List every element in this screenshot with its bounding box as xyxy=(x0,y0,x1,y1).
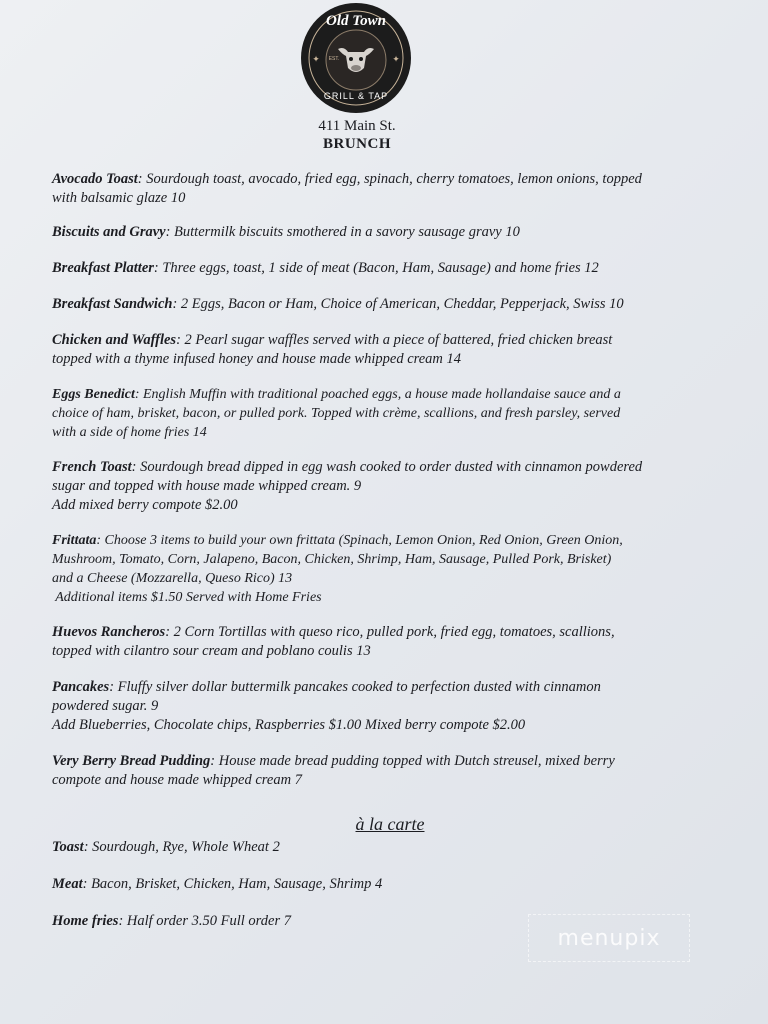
menu-item-toast xyxy=(52,838,712,857)
item-description: with balsamic glaze 10 xyxy=(52,190,186,206)
menu-item-meat xyxy=(52,875,712,894)
menu-item-avocado-toast xyxy=(52,170,712,208)
restaurant-address: 411 Main St. xyxy=(318,118,396,134)
item-name: Eggs Benedict xyxy=(52,387,135,402)
item-description: topped with a thyme infused honey and house made whipped cream 14 xyxy=(52,351,462,367)
item-description: : Choose 3 items to build your own frittata (Spinach, Lemon Onion, Red Onion, Green Onion, xyxy=(96,533,623,548)
svg-text:✦: ✦ xyxy=(312,55,320,65)
item-name: Toast xyxy=(52,839,84,855)
item-description: Additional items $1.50 Served with Home Fries xyxy=(52,590,322,605)
item-name: Pancakes xyxy=(52,679,110,695)
menu-item-chicken-and-waffles xyxy=(52,331,712,369)
item-description: : 2 Pearl sugar waffles served with a piece of battered, fried chicken breast xyxy=(176,332,613,348)
item-description: : English Muffin with traditional poached eggs, a house made hollandaise sauce and a xyxy=(134,387,621,402)
logo-top-text: Old Town xyxy=(326,13,386,29)
menu-item-huevos-rancheros xyxy=(52,623,712,661)
logo-small-text: EST. xyxy=(328,56,340,62)
section-title-a-la-carte: à la carte xyxy=(355,814,425,834)
svg-text:✦: ✦ xyxy=(392,55,400,65)
item-name: Avocado Toast xyxy=(52,171,138,187)
item-description: : Fluffy silver dollar buttermilk pancakes cooked to perfection dusted with cinnamon xyxy=(109,679,601,695)
item-name: Breakfast Sandwich xyxy=(52,296,173,312)
item-description: choice of ham, brisket, bacon, or pulled pork. Topped with crème, scallions, and fresh parsley, served xyxy=(52,406,621,421)
menu-item-breakfast-platter xyxy=(52,259,712,278)
restaurant-logo xyxy=(298,2,414,114)
item-description: : Sourdough toast, avocado, fried egg, spinach, cherry tomatoes, lemon onions, topped xyxy=(137,171,642,187)
item-description: and a Cheese (Mozzarella, Queso Rico) 13 xyxy=(52,571,293,586)
item-name: Frittata xyxy=(52,533,97,548)
item-description: with a side of home fries 14 xyxy=(52,425,207,440)
item-description: : Half order 3.50 Full order 7 xyxy=(118,913,291,929)
item-description: : Three eggs, toast, 1 side of meat (Bacon, Ham, Sausage) and home fries 12 xyxy=(153,260,599,276)
item-description: Add mixed berry compote $2.00 xyxy=(52,497,238,513)
item-description: : 2 Corn Tortillas with queso rico, pulled pork, fried egg, tomatoes, scallions, xyxy=(165,624,615,640)
item-description: powdered sugar. 9 xyxy=(52,698,159,714)
item-name: Biscuits and Gravy xyxy=(52,224,166,240)
item-description: : Sourdough, Rye, Whole Wheat 2 xyxy=(83,839,280,855)
item-description: topped with cilantro sour cream and poblano coulis 13 xyxy=(52,643,371,659)
menu-item-breakfast-sandwich xyxy=(52,295,712,314)
item-name: French Toast xyxy=(52,459,132,475)
menupix-watermark: menupix xyxy=(528,914,690,962)
item-name: Home fries xyxy=(52,913,119,929)
item-description: : Buttermilk biscuits smothered in a savory sausage gravy 10 xyxy=(165,224,520,240)
item-description: sugar and topped with house made whipped cream. 9 xyxy=(52,478,362,494)
item-description: : House made bread pudding topped with Dutch streusel, mixed berry xyxy=(210,753,615,769)
item-description: : Sourdough bread dipped in egg wash cooked to order dusted with cinnamon powdered xyxy=(131,459,643,475)
item-name: Very Berry Bread Pudding xyxy=(52,753,211,769)
item-description: Add Blueberries, Chocolate chips, Raspberries $1.00 Mixed berry compote $2.00 xyxy=(52,717,526,733)
item-name: Chicken and Waffles xyxy=(52,332,177,348)
menu-item-pancakes xyxy=(52,678,712,735)
menu-item-frittata xyxy=(52,531,722,607)
menu-item-eggs-benedict xyxy=(52,385,712,442)
item-name: Huevos Rancheros xyxy=(52,624,166,640)
menu-item-biscuits-and-gravy xyxy=(52,223,712,242)
logo-bottom-text: GRILL & TAP xyxy=(323,91,389,101)
item-name: Meat xyxy=(52,876,83,892)
section-title-brunch: BRUNCH xyxy=(322,136,391,152)
item-name: Breakfast Platter xyxy=(52,260,154,276)
menu-item-french-toast xyxy=(52,458,712,515)
menu-item-very-berry-bread-pudding xyxy=(52,752,712,790)
item-description: Mushroom, Tomato, Corn, Jalapeno, Bacon, Chicken, Shrimp, Ham, Sausage, Pulled Pork, Brisket) xyxy=(52,552,612,567)
item-description: : Bacon, Brisket, Chicken, Ham, Sausage, Shrimp 4 xyxy=(82,876,383,892)
item-description: : 2 Eggs, Bacon or Ham, Choice of American, Cheddar, Pepperjack, Swiss 10 xyxy=(172,296,624,312)
item-description: compote and house made whipped cream 7 xyxy=(52,772,302,788)
